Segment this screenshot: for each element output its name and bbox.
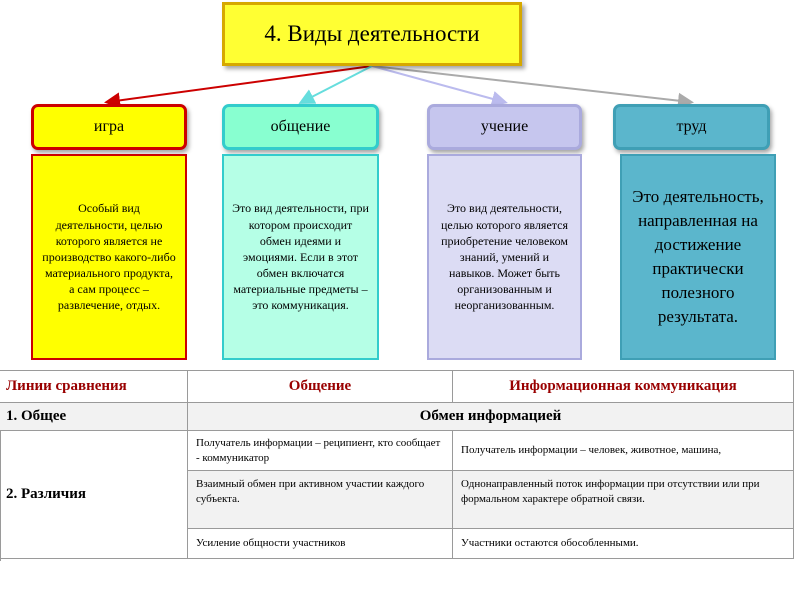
diff-info-comm-2: Однонаправленный поток информации при отсутствии или при формальном характере обратной связи. bbox=[453, 471, 794, 529]
comparison-table bbox=[0, 370, 794, 560]
activity-game-heading: игра bbox=[31, 104, 187, 150]
diff-info-comm-3: Участники остаются обособленными. bbox=[453, 529, 794, 559]
activity-game-description: Особый вид деятельности, целью которого является не производство какого-либо материального продукта, а сам процесс – развлечение, отдых. bbox=[31, 154, 187, 360]
activity-work-heading: труд bbox=[613, 104, 770, 150]
diff-communication-2: Взаимный обмен при активном участии каждого субъекта. bbox=[188, 471, 453, 529]
arrow-to-learning bbox=[372, 66, 504, 102]
arrow-to-game bbox=[108, 66, 372, 102]
header-communication: Общение bbox=[188, 371, 453, 403]
row-differences-label: 2. Различия bbox=[0, 431, 188, 559]
row-common-label: 1. Общее bbox=[0, 403, 188, 431]
arrow-to-work bbox=[372, 66, 690, 102]
diagram-title: 4. Виды деятельности bbox=[222, 2, 522, 66]
diff-communication-1: Получатель информации – реципиент, кто сообщает - коммуникатор bbox=[188, 431, 453, 471]
activity-work-description: Это деятельность, направленная на достижение практически полезного результата. bbox=[620, 154, 776, 360]
row-common-value: Обмен информацией bbox=[188, 403, 794, 431]
activity-communication-heading: общение bbox=[222, 104, 379, 150]
activity-communication-description: Это вид деятельности, при котором происходит обмен идеями и эмоциями. Если в этот обмен включатся материальные предметы – это коммуникация. bbox=[222, 154, 379, 360]
diff-info-comm-1: Получатель информации – человек, животное, машина, bbox=[453, 431, 794, 471]
activity-learning-heading: учение bbox=[427, 104, 582, 150]
activity-learning-description: Это вид деятельности, целью которого является приобретение человеком знаний, умений и навыков. Может быть организованным и неорганизованным. bbox=[427, 154, 582, 360]
header-info-communication: Информационная коммуникация bbox=[453, 371, 794, 403]
diff-communication-3: Усиление общности участников bbox=[188, 529, 453, 559]
header-comparison-lines: Линии сравнения bbox=[0, 371, 188, 403]
